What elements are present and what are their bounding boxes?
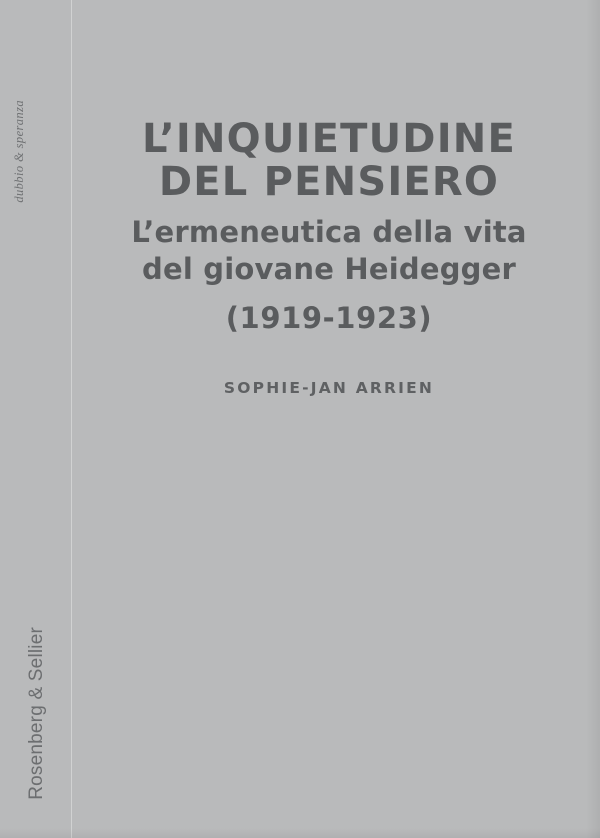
subtitle-line-2: del giovane Heidegger <box>142 252 516 287</box>
cover-title-block <box>72 118 586 397</box>
title-line-1: L’INQUIETUDINE <box>142 116 516 162</box>
bottom-edge-shadow <box>0 828 600 838</box>
subtitle-line-1: L’ermeneutica della vita <box>131 215 527 250</box>
book-spine <box>0 0 72 838</box>
page-title <box>72 118 586 204</box>
page-subtitle <box>72 214 586 288</box>
title-line-2: DEL PENSIERO <box>158 159 500 206</box>
series-label: dubbio & speranza <box>12 100 26 203</box>
date-range: (1919-1923) <box>225 300 433 335</box>
right-edge-shadow <box>586 0 600 838</box>
author-name: SOPHIE-JAN ARRIEN <box>223 378 435 397</box>
publisher-label: Rosenberg & Sellier <box>26 627 47 800</box>
